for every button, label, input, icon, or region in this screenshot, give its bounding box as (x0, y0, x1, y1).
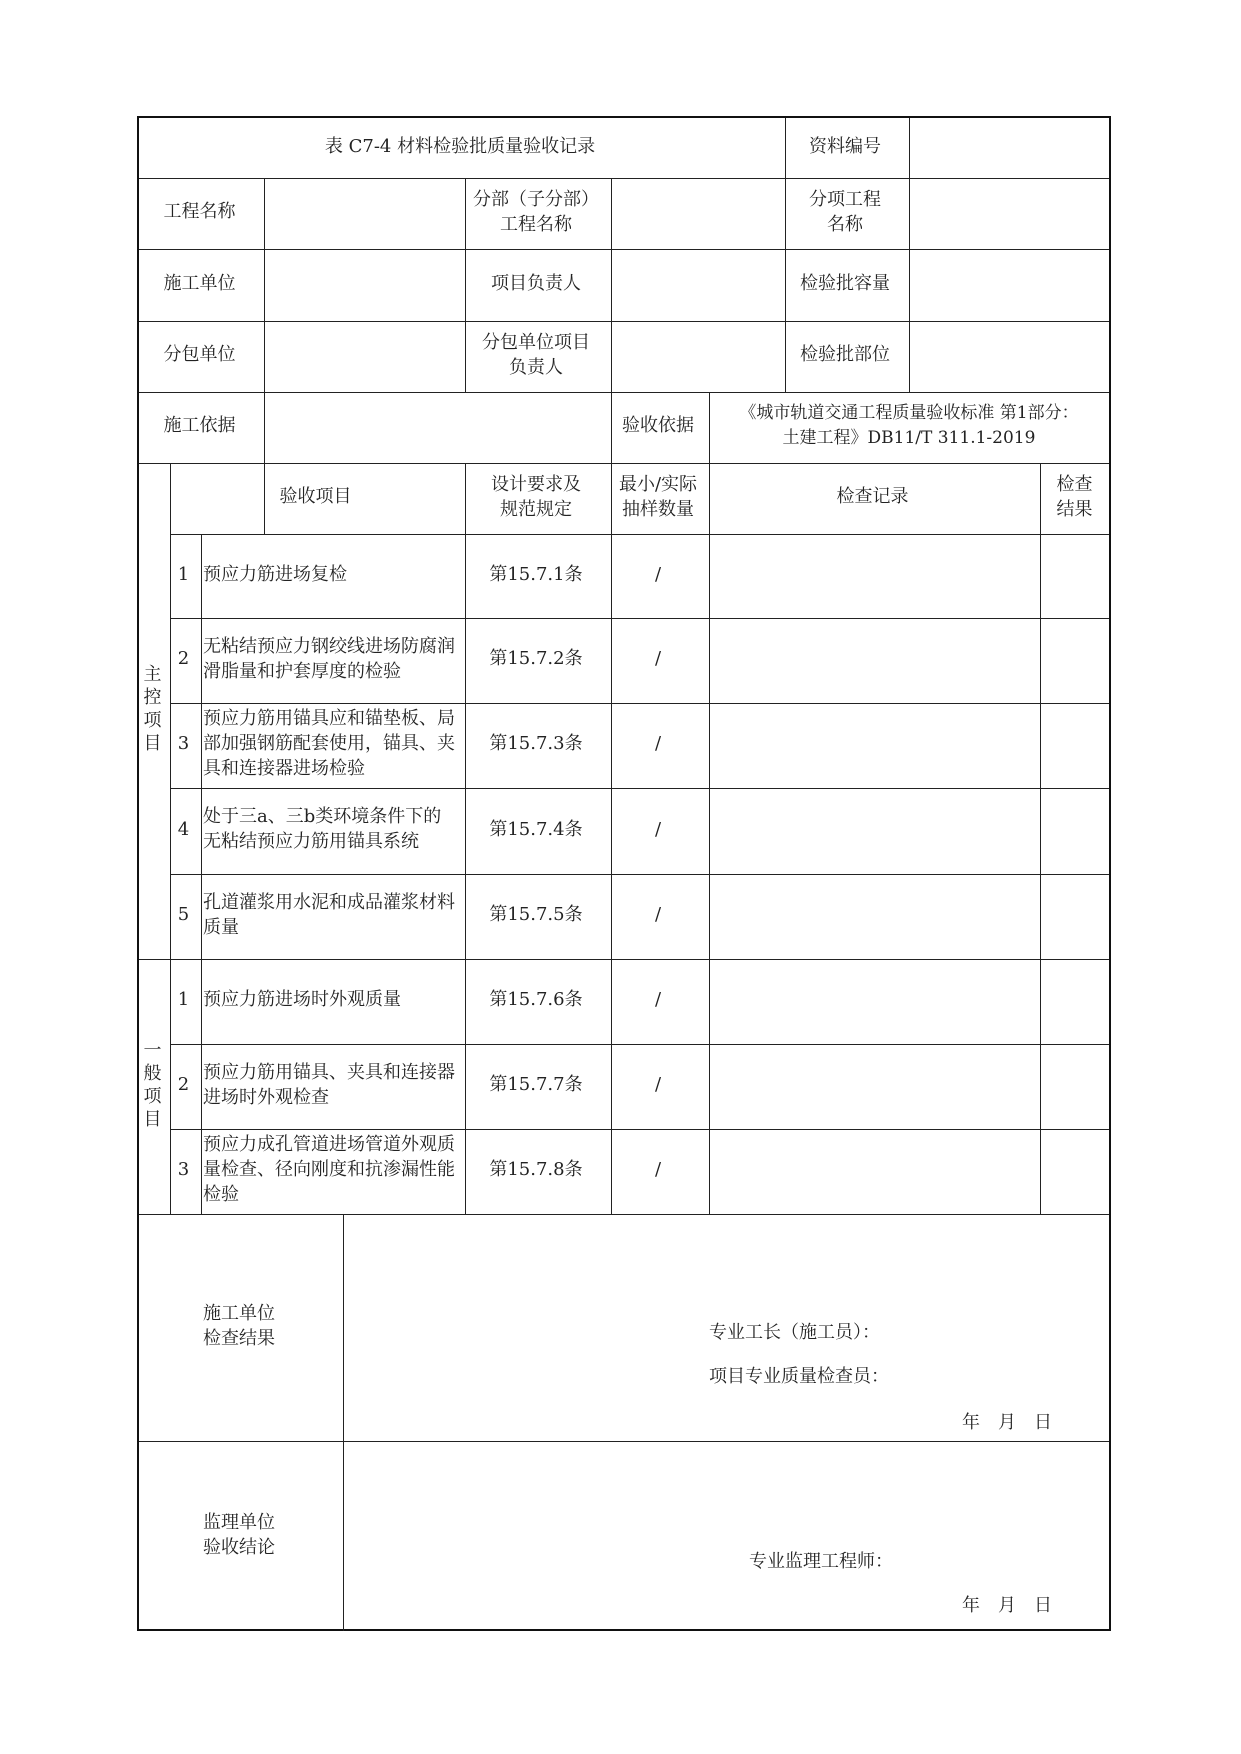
acceptance-basis-value: 《城市轨道交通工程质量验收标准 第1部分： 土建工程》DB11/T 311.1-2019 (739, 402, 1079, 448)
form-title: 表 C7-4 材料检验批质量验收记录 (324, 135, 596, 157)
sub-lead-label: 分包单位项目 负责人 (482, 331, 590, 378)
item-sample: / (654, 1159, 662, 1180)
item-no: 3 (177, 733, 190, 754)
construction-date-label: 年 月 日 (962, 1412, 1052, 1433)
subcontractor-label: 分包单位 (163, 344, 236, 365)
constructor-label: 施工单位 (163, 272, 236, 294)
quality-inspector-signature-label: 项目专业质量检查员： (709, 1366, 889, 1387)
subitem-label: 分项工程 名称 (809, 188, 881, 235)
record-field[interactable] (707, 532, 1038, 616)
capacity-label: 检验批容量 (800, 272, 890, 294)
capacity-field[interactable] (907, 247, 1111, 319)
basis-field[interactable] (262, 390, 609, 461)
supervising-engineer-signature-label: 专业监理工程师： (749, 1551, 893, 1572)
item-text: 预应力筋用锚具应和锚垫板、局部加强钢筋配套使用，锚具、夹具和连接器进场检验 (203, 708, 455, 779)
acceptance-basis-label: 验收依据 (622, 415, 694, 436)
item-text: 处于三a、三b类环境条件下的无粘结预应力筋用锚具系统 (203, 806, 442, 852)
result-field[interactable] (1038, 532, 1111, 616)
result-field[interactable] (1038, 872, 1111, 957)
result-field[interactable] (1038, 786, 1111, 872)
item-text: 预应力筋用锚具、夹具和连接器进场时外观检查 (203, 1061, 455, 1108)
item-text: 无粘结预应力钢绞线进场防腐润滑脂量和护套厚度的检验 (203, 635, 455, 682)
col-result-header: 检查 结果 (1056, 473, 1093, 520)
basis-label: 施工依据 (163, 415, 236, 436)
constructor-field[interactable] (262, 247, 463, 319)
item-sample: / (654, 989, 662, 1010)
batch-location-field[interactable] (907, 319, 1111, 390)
sub-lead-field[interactable] (609, 319, 783, 390)
item-sample: / (654, 648, 662, 669)
item-sample: / (654, 1074, 662, 1095)
subcontractor-field[interactable] (262, 319, 463, 390)
record-field[interactable] (707, 1042, 1038, 1127)
item-no: 2 (177, 1074, 190, 1095)
item-sample: / (654, 563, 662, 585)
col-record-header: 检查记录 (836, 486, 909, 507)
division-label: 分部（子分部） 工程名称 (473, 188, 599, 235)
item-no: 1 (177, 989, 190, 1010)
item-clause: 第15.7.7条 (489, 1074, 583, 1095)
item-clause: 第15.7.4条 (489, 818, 583, 840)
col-item-header: 验收项目 (279, 486, 352, 507)
record-field[interactable] (707, 701, 1038, 786)
supervision-conclusion-label: 监理单位 验收结论 (203, 1512, 275, 1558)
general-items-label: 一般项目 (143, 1039, 162, 1130)
item-no: 4 (177, 818, 190, 840)
record-field[interactable] (707, 616, 1038, 701)
item-no: 5 (177, 904, 190, 925)
record-field[interactable] (707, 786, 1038, 872)
item-no: 1 (177, 563, 190, 585)
item-text: 孔道灌浆用水泥和成品灌浆材料质量 (203, 891, 455, 938)
item-text: 预应力筋进场时外观质量 (203, 989, 401, 1010)
project-name-field[interactable] (262, 176, 463, 247)
main-control-label: 主控项目 (143, 664, 162, 754)
subitem-field[interactable] (907, 176, 1111, 247)
item-text: 预应力筋进场复检 (203, 563, 347, 585)
record-no-label: 资料编号 (809, 135, 881, 157)
project-lead-field[interactable] (609, 247, 783, 319)
foreman-signature-label: 专业工长（施工员）： (709, 1322, 880, 1343)
item-text: 预应力成孔管道进场管道外观质量检查、径向刚度和抗渗漏性能检验 (203, 1134, 455, 1205)
item-sample: / (654, 733, 662, 754)
item-clause: 第15.7.6条 (489, 989, 583, 1010)
item-clause: 第15.7.8条 (489, 1159, 583, 1180)
record-field[interactable] (707, 1127, 1038, 1212)
col-requirement-header: 设计要求及 规范规定 (491, 473, 581, 520)
item-sample: / (654, 904, 662, 925)
item-no: 2 (177, 648, 190, 669)
item-clause: 第15.7.2条 (489, 648, 583, 669)
project-name-label: 工程名称 (163, 201, 236, 222)
division-field[interactable] (609, 176, 783, 247)
batch-location-label: 检验批部位 (800, 344, 890, 365)
construction-result-label: 施工单位 检查结果 (203, 1302, 275, 1349)
item-no: 3 (177, 1159, 190, 1180)
col-sample-header: 最小/实际 抽样数量 (618, 473, 698, 520)
item-sample: / (654, 818, 662, 840)
result-field[interactable] (1038, 1127, 1111, 1212)
record-field[interactable] (707, 957, 1038, 1042)
result-field[interactable] (1038, 957, 1111, 1042)
result-field[interactable] (1038, 701, 1111, 786)
item-clause: 第15.7.3条 (489, 733, 583, 754)
result-field[interactable] (1038, 1042, 1111, 1127)
supervision-date-label: 年 月 日 (962, 1595, 1052, 1616)
item-clause: 第15.7.1条 (489, 563, 583, 585)
project-lead-label: 项目负责人 (491, 272, 581, 294)
result-field[interactable] (1038, 616, 1111, 701)
record-no-field[interactable] (907, 116, 1111, 176)
item-clause: 第15.7.5条 (489, 904, 583, 925)
record-field[interactable] (707, 872, 1038, 957)
